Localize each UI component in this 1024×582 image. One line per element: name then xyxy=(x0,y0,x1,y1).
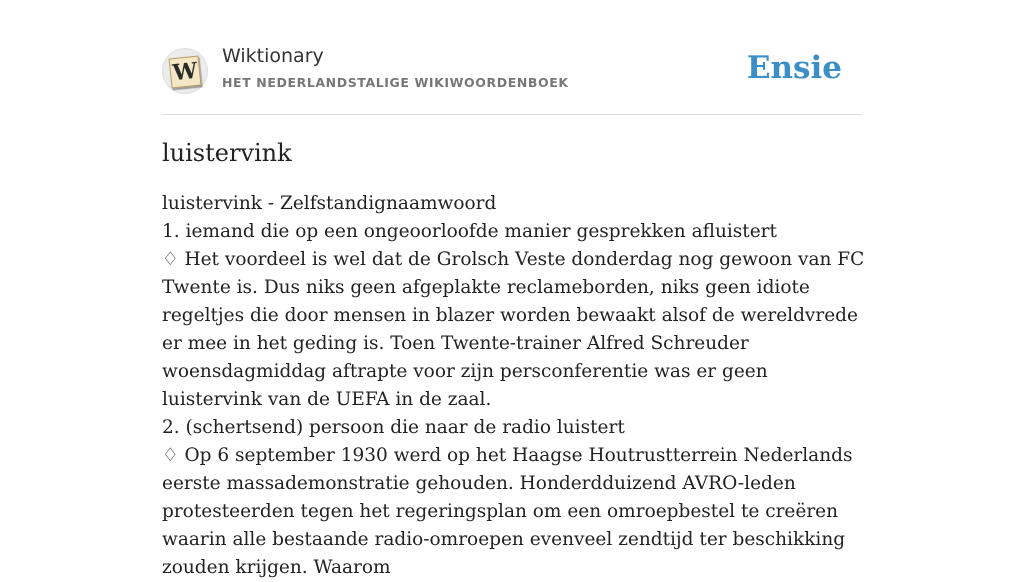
site-subtitle: HET NEDERLANDSTALIGE WIKIWOORDENBOEK xyxy=(222,75,569,90)
logo-letter: W xyxy=(171,57,199,87)
logo-tile xyxy=(169,56,202,89)
site-header xyxy=(162,44,862,115)
definition-2: 2. (schertsend) persoon die naar de radio luistert xyxy=(162,417,625,438)
article xyxy=(162,136,867,582)
page-title: luistervink xyxy=(162,139,292,167)
example-1: ♢ Het voordeel is wel dat de Grolsch Veste donderdag nog gewoon van FC Twente is. Dus niks geen afgeplakte reclameborden, niks geen idiote regeltjes die door mensen in blazer worden bewaakt alsof de wereldvrede er mee in het geding is. Toen Twente-trainer Alfred Schreuder woensdagmiddag aftrapte voor zijn persconferentie was er geen luistervink van de UEFA in de zaal. xyxy=(162,249,865,410)
definition-1: 1. iemand die op een ongeoorloofde manier gesprekken afluistert xyxy=(162,221,777,242)
site-title[interactable]: Wiktionary xyxy=(222,45,324,67)
definition-content xyxy=(162,190,867,582)
example-2: ♢ Op 6 september 1930 werd op het Haagse Houtrustterrein Nederlands eerste massademonstratie gehouden. Honderdduizend AVRO-leden protesteerden tegen het regeringsplan om een omroepbestel te creëren waarin alle bestaande radio-omroepen evenveel zendtijd ter beschikking zouden krijgen. Waarom xyxy=(162,445,853,578)
ensie-brand-link[interactable]: Ensie xyxy=(746,50,842,86)
word-type-line: luistervink - Zelfstandignaamwoord xyxy=(162,193,497,214)
wiktionary-logo-icon[interactable] xyxy=(162,48,208,94)
